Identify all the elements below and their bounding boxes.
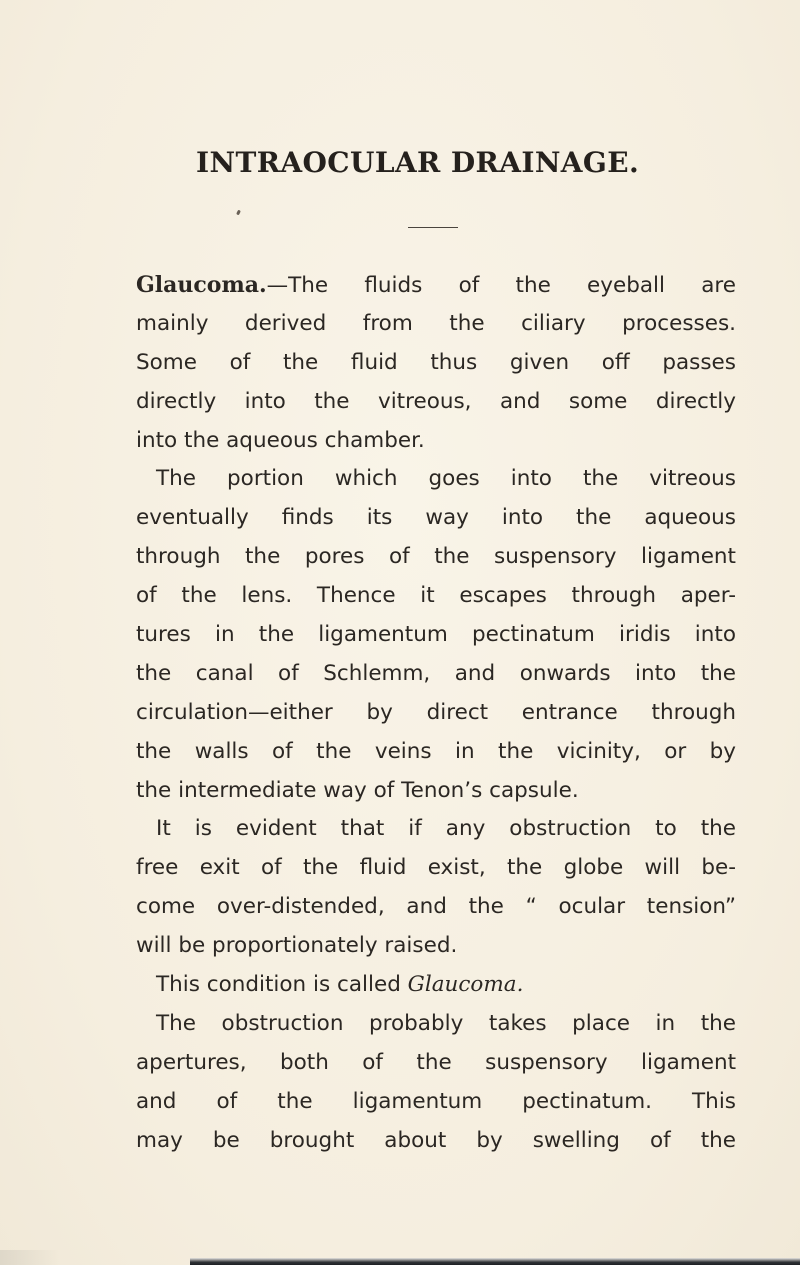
text-line — [136, 927, 736, 966]
text-line — [136, 849, 736, 888]
text-line — [136, 305, 736, 344]
text-line — [136, 538, 736, 577]
line-text: free exit of the fluid exist, the globe will be- — [136, 855, 736, 881]
italic-term: Glaucoma. — [407, 972, 524, 998]
line-text: The obstruction probably takes place in the — [156, 1010, 736, 1036]
text-line — [136, 344, 736, 383]
text-line — [136, 694, 736, 733]
text-line — [136, 577, 736, 616]
text-line — [136, 772, 736, 811]
text-line — [136, 1083, 736, 1122]
line-text: This condition is called — [156, 972, 408, 998]
line-text: the walls of the veins in the vicinity, or by — [136, 738, 736, 764]
text-line — [136, 422, 736, 461]
line-text: tures in the ligamentum pectinatum iridis into — [136, 622, 736, 648]
line-text: apertures, both of the suspensory ligament — [136, 1049, 736, 1075]
text-line — [136, 733, 736, 772]
line-text: It is evident that if any obstruction to the — [156, 816, 736, 842]
line-text: eventually finds its way into the aqueous — [136, 505, 736, 531]
chapter-title: INTRAOCULAR DRAINAGE. — [196, 146, 640, 179]
line-text: circulation—either by direct entrance through — [136, 699, 736, 725]
line-text: the canal of Schlemm, and onwards into the — [136, 660, 736, 686]
line-text: Some of the fluid thus given off passes — [136, 349, 736, 375]
text-line — [136, 655, 736, 694]
text-line — [136, 1122, 736, 1161]
line-text: come over-distended, and the “ ocular tension” — [136, 894, 736, 920]
line-text: the intermediate way of Tenon’s capsule. — [136, 777, 579, 803]
body-text — [136, 266, 736, 1160]
line-text: mainly derived from the ciliary processes. — [136, 310, 736, 336]
text-line — [136, 810, 736, 849]
page-edge-smudge — [0, 1250, 60, 1265]
run-in-heading: Glaucoma. — [136, 272, 267, 298]
ink-speck — [236, 210, 241, 216]
text-line — [136, 460, 736, 499]
text-line — [136, 888, 736, 927]
line-text: —The fluids of the eyeball are — [266, 273, 736, 298]
text-line — [136, 383, 736, 422]
text-line — [136, 966, 736, 1005]
line-text: of the lens. Thence it escapes through aper- — [136, 583, 736, 609]
text-line — [136, 1044, 736, 1083]
text-line — [136, 266, 736, 305]
text-line — [136, 499, 736, 538]
text-line — [136, 1005, 736, 1044]
page-bottom-edge — [190, 1258, 800, 1265]
line-text: The portion which goes into the vitreous — [156, 466, 736, 492]
title-rule — [408, 227, 458, 228]
line-text: will be proportionately raised. — [136, 933, 458, 959]
line-text: through the pores of the suspensory ligament — [136, 544, 736, 570]
text-line — [136, 616, 736, 655]
line-text: directly into the vitreous, and some directly — [136, 388, 736, 414]
line-text: and of the ligamentum pectinatum. This — [136, 1088, 736, 1114]
line-text: may be brought about by swelling of the — [136, 1127, 736, 1153]
line-text: into the aqueous chamber. — [136, 427, 425, 453]
